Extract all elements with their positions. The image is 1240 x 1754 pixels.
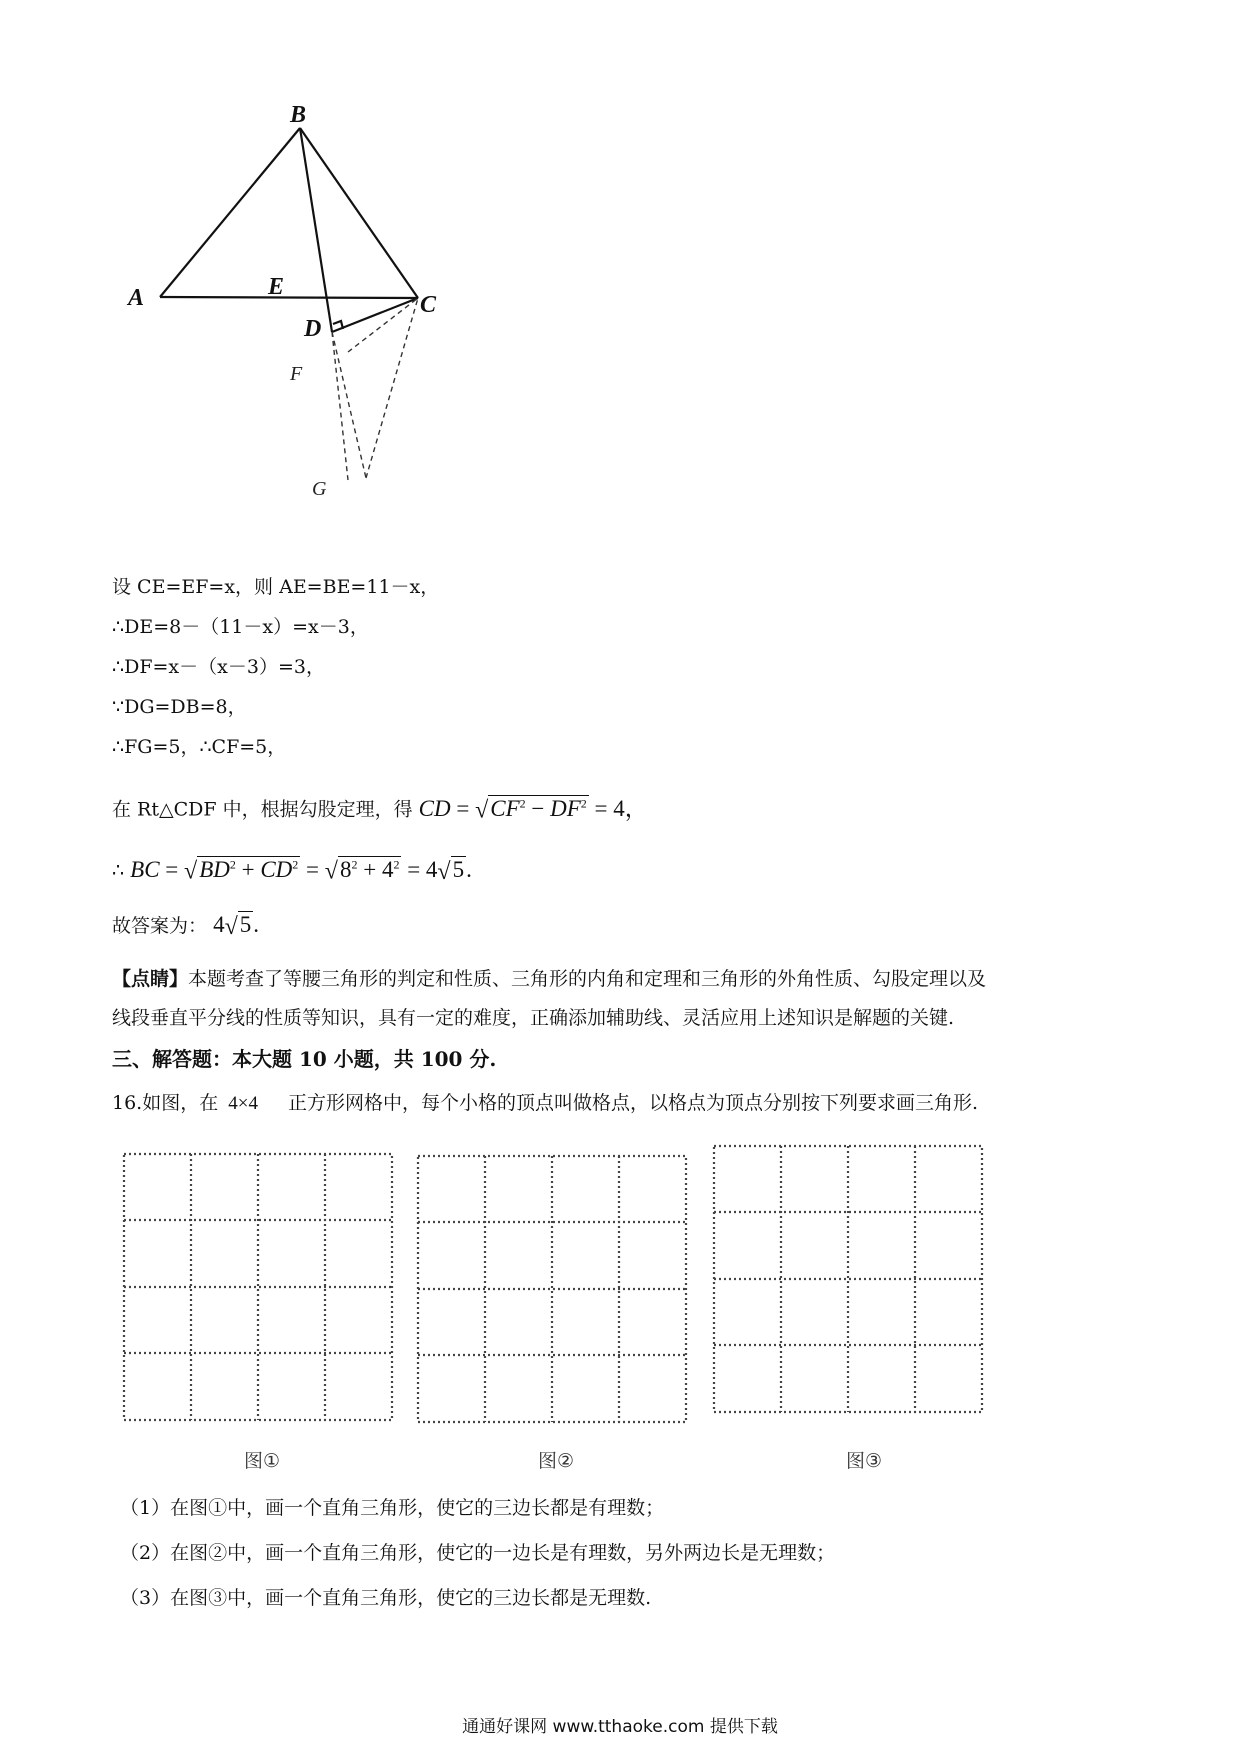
segment-ab — [160, 128, 300, 297]
point-label-g: G — [312, 478, 327, 500]
segment-df-dashed — [332, 332, 348, 480]
comment-tag: 【点睛】 — [112, 968, 189, 990]
line7-therefore: ∴ — [112, 859, 125, 882]
page-footer: 通通好课网 www.tthaoke.com 提供下载 — [462, 1717, 778, 1737]
line7-num-b: 4 — [381, 856, 394, 882]
caption-figure-2: 图② — [538, 1450, 575, 1472]
line7-exp-b: 2 — [292, 857, 299, 871]
solution-line-2: ∴DE=8－（11－x）=x－3， — [112, 616, 369, 638]
solution-line-3: ∴DF=x－（x－3）=3， — [112, 656, 325, 678]
segment-bd — [300, 128, 332, 332]
grid-figure-2 — [412, 1150, 692, 1430]
line7-radicand-a: BD — [199, 856, 230, 882]
answer-end: . — [253, 912, 259, 937]
q16-part-1: （1）在图①中，画一个直角三角形，使它的三边长都是有理数； — [120, 1497, 665, 1519]
answer-prefix: 故答案为： — [112, 915, 208, 937]
segment-fc-dashed — [348, 298, 418, 352]
segment-bc — [300, 128, 418, 298]
line6-result: = 4， — [594, 795, 648, 821]
line7-num-a: 8 — [339, 856, 352, 882]
caption-figure-1: 图① — [244, 1450, 281, 1472]
line7-exp-a: 2 — [229, 857, 236, 871]
line7-sqrt-2: $√8^2 + 4^2$ — [324, 856, 400, 885]
solution-line-6 — [112, 790, 648, 824]
point-label-e: E — [268, 274, 285, 300]
point-label-b: B — [290, 102, 307, 128]
answer-line — [112, 912, 259, 940]
line6-minus: − — [531, 795, 545, 821]
q16-part-3: （3）在图③中，画一个直角三角形，使它的三边长都是无理数. — [120, 1587, 652, 1609]
grid-figure-1 — [118, 1148, 398, 1428]
solution-line-5: ∴FG=5，∴CF=5， — [112, 736, 287, 758]
section-heading: 三、解答题：本大题 10 小题，共 100 分. — [112, 1047, 497, 1071]
line6-lhs: CD — [418, 795, 451, 821]
line6-exp-b: 2 — [580, 796, 587, 810]
line7-result-rad: 5 — [452, 856, 465, 882]
line6-sqrt: $√CF^2 - DF^2$ — [475, 795, 587, 824]
triangle-figure — [120, 100, 440, 560]
q16-part-2: （2）在图②中，画一个直角三角形，使它的一边长是有理数，另外两边长是无理数； — [120, 1542, 836, 1564]
comment-line-1 — [112, 966, 986, 992]
line7-eq2: = — [306, 856, 320, 882]
line7-result-coef: = 4 — [407, 856, 438, 882]
line6-eq: = — [456, 795, 470, 821]
answer-coef: 4 — [213, 912, 225, 937]
line7-plus-2: + — [363, 856, 377, 882]
segment-dc — [332, 298, 418, 332]
q16-stem-a: 16.如图，在 — [112, 1092, 219, 1114]
line7-num-b-exp: 2 — [393, 857, 400, 871]
q16-stem — [112, 1090, 978, 1117]
solution-line-4: ∵DG=DB=8， — [112, 696, 247, 718]
line7-plus: + — [241, 856, 255, 882]
point-label-c: C — [420, 292, 437, 318]
segment-fg-dashed — [332, 332, 366, 478]
line7-end: . — [466, 856, 472, 882]
segment-ac — [160, 297, 418, 298]
line7-sqrt-1: $√BD^2 + CD^2$ — [184, 856, 299, 885]
line6-radicand-a: CF — [490, 795, 520, 821]
segment-gc-dashed — [366, 298, 418, 478]
comment-text-1: 本题考查了等腰三角形的判定和性质、三角形的内角和定理和三角形的外角性质、勾股定理以及 — [188, 968, 987, 990]
line7-eq: = — [165, 856, 179, 882]
solution-line-7 — [112, 851, 472, 885]
solution-line-1: 设 CE=EF=x，则 AE=BE=11－x， — [112, 576, 440, 598]
point-label-a: A — [128, 285, 145, 311]
answer-rad: 5 — [239, 912, 252, 937]
point-label-d: D — [304, 316, 322, 342]
point-label-f: F — [290, 363, 303, 385]
caption-figure-3: 图③ — [846, 1450, 883, 1472]
line6-exp-a: 2 — [519, 796, 526, 810]
q16-stem-b: 正方形网格中，每个小格的顶点叫做格点，以格点为顶点分别按下列要求画三角形. — [288, 1092, 979, 1114]
grid-figure-3 — [708, 1140, 988, 1420]
answer-sqrt: √5 — [224, 912, 252, 940]
line7-result-sqrt: √5 — [437, 856, 465, 885]
line7-radicand-b: CD — [260, 856, 293, 882]
line6-prefix: 在 Rt△CDF 中，根据勾股定理，得 — [112, 798, 413, 821]
q16-stem-grid: 4×4 — [228, 1093, 258, 1114]
line7-lhs: BC — [130, 856, 160, 882]
comment-line-2: 线段垂直平分线的性质等知识，具有一定的难度，正确添加辅助线、灵活应用上述知识是解题的关键. — [112, 1007, 955, 1029]
line6-radicand-b: DF — [550, 795, 581, 821]
line7-num-a-exp: 2 — [351, 857, 358, 871]
